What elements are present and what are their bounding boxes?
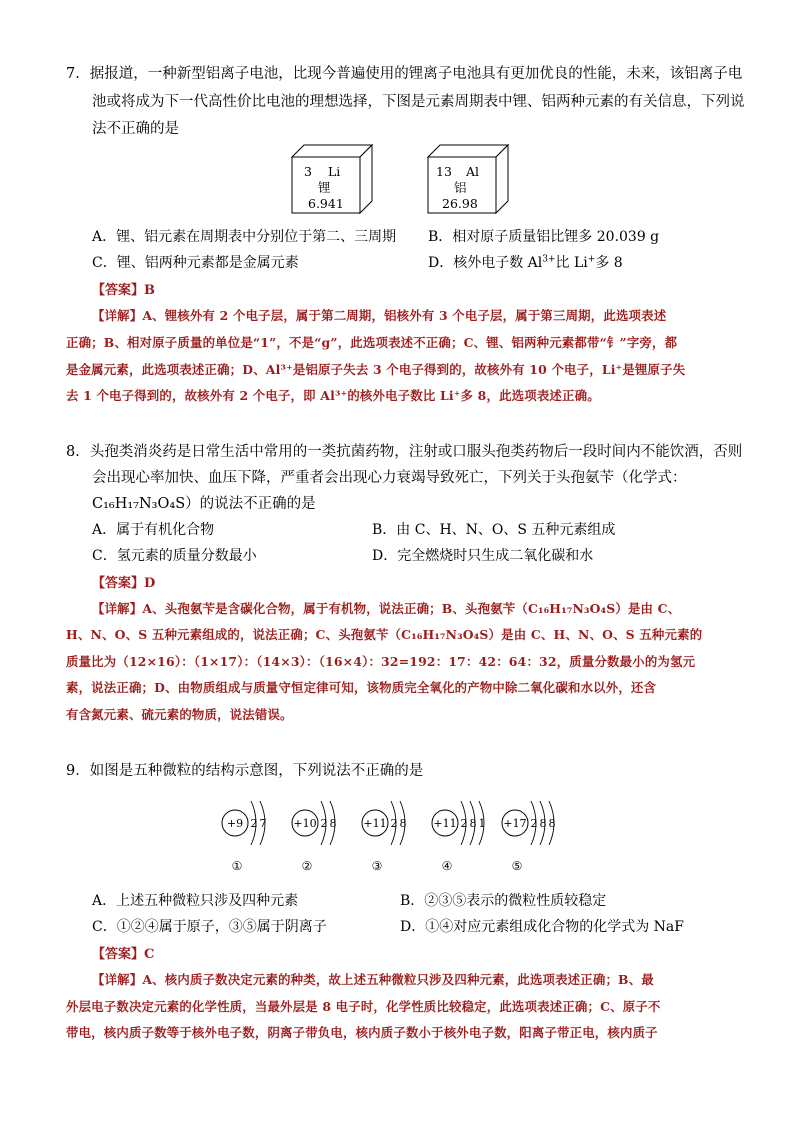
- particle-4: [432, 801, 486, 873]
- q9-option-a: A．上述五种微粒只涉及四种元素: [92, 893, 299, 909]
- q7-option-d-pre: D．核外电子数 Al: [428, 255, 543, 271]
- q8-stem-line-3: C₁₆H₁₇N₃O₄S）的说法不正确的是: [92, 496, 316, 512]
- shell-electron-count: 2: [320, 817, 328, 830]
- q7-stem-line-2: 池或将成为下一代高性价比电池的理想选择，下图是元素周期表中锂、铝两种元素的有关信息，下列说: [92, 94, 745, 110]
- q8-option-c: C．氢元素的质量分数最小: [92, 548, 257, 564]
- q9-option-d: D．①④对应元素组成化合物的化学式为 NaF: [400, 919, 684, 935]
- al-mass: 26.98: [442, 196, 478, 211]
- nucleus-charge: +9: [226, 817, 244, 830]
- q8-explanation-1: 【详解】A、头孢氨苄是含碳化合物，属于有机物，说法正确；B、头孢氨苄（C₁₆H₁₇N₃O₄S）是由 C、: [92, 601, 681, 616]
- shell-electron-count: 2: [530, 817, 538, 830]
- shell-electron-count: 8: [539, 817, 547, 830]
- q7-option-b: B．相对原子质量铝比锂多 20.039 g: [428, 229, 660, 245]
- q8-explanation-2: H、N、O、S 五种元素组成的，说法正确；C、头孢氨苄（C₁₆H₁₇N₃O₄S）是由 C、H、N、O、S 五种元素的: [66, 627, 703, 642]
- q7-option-c: C．锂、铝两种元素都是金属元素: [92, 255, 299, 271]
- q7-option-d-sup1: 3+: [542, 254, 556, 265]
- q7-option-d-post: 多 8: [595, 255, 623, 271]
- q8-option-d: D．完全燃烧时只生成二氧化碳和水: [372, 548, 594, 564]
- q7-explanation-2: 正确；B、相对原子质量的单位是“1”，不是“g”，此选项表述不正确；C、锂、铝两种元素都带“钅”字旁，都: [66, 335, 678, 350]
- nucleus-charge: +10: [293, 817, 317, 830]
- li-mass: 6.941: [308, 196, 344, 211]
- periodic-element-figure: [290, 143, 520, 216]
- q7-explanation-1: 【详解】A、锂核外有 2 个电子层，属于第二周期，铝核外有 3 个电子层，属于第三周期，此选项表述: [92, 308, 667, 323]
- shell-electron-count: 8: [469, 817, 477, 830]
- li-atomic-number: 3: [304, 164, 312, 179]
- shell-electron-count: 8: [329, 817, 337, 830]
- q7-explanation-3: 是金属元素，此选项表述正确；D、Al³⁺是铝原子失去 3 个电子得到的，故核外有 10 个电子，Li⁺是锂原子失: [66, 362, 686, 377]
- al-symbol: Al: [466, 164, 480, 179]
- shell-electron-count: 1: [478, 817, 486, 830]
- nucleus-charge: +11: [363, 817, 387, 830]
- particle-3: [362, 801, 407, 873]
- q7-stem-line-1: 7．据报道，一种新型铝离子电池，比现今普遍使用的锂离子电池具有更加优良的性能，未来，该铝离子电: [66, 66, 743, 82]
- q8-answer: 【答案】D: [92, 576, 156, 591]
- q8-option-a: A．属于有机化合物: [92, 522, 215, 538]
- q7-option-d-sup2: +: [587, 254, 596, 265]
- shell-electron-count: 8: [548, 817, 556, 830]
- q9-answer: 【答案】C: [92, 947, 155, 962]
- particle-label: ②: [301, 859, 313, 873]
- q9-explanation-1: 【详解】A、核内质子数决定元素的种类，故上述五种微粒只涉及四种元素，此选项表述正确；B、最: [92, 972, 654, 987]
- q9-explanation-3: 带电，核内质子数等于核外电子数，阴离子带负电，核内质子数小于核外电子数，阳离子带正电，核内质子: [66, 1025, 658, 1040]
- q9-option-c: C．①②④属于原子，③⑤属于阴离子: [92, 919, 327, 935]
- q7-answer: 【答案】B: [92, 283, 155, 298]
- q9-explanation-2: 外层电子数决定元素的化学性质，当最外层是 8 电子时，化学性质比较稳定，此选项表述正确；C、原子不: [66, 999, 661, 1014]
- nucleus-charge: +11: [433, 817, 457, 830]
- shell-electron-count: 2: [390, 817, 398, 830]
- shell-electron-count: 7: [259, 817, 267, 830]
- q7-option-d-mid: 比 Li: [555, 255, 588, 271]
- element-card-li: [292, 145, 372, 213]
- element-card-al: [428, 145, 508, 213]
- particle-label: ③: [371, 859, 383, 873]
- al-atomic-number: 13: [436, 164, 452, 179]
- q8-explanation-3: 质量比为（12×16）：（1×17）：（14×3）：（16×4）：32=192：17：42：64：32，质量分数最小的为氢元: [66, 654, 696, 669]
- q7-option-d: [428, 253, 623, 273]
- li-name: 锂: [318, 180, 331, 195]
- shell-electron-count: 8: [399, 817, 407, 830]
- q8-explanation-5: 有含氮元素、硫元素的物质，说法错误。: [66, 707, 293, 722]
- al-name: 铝: [454, 180, 467, 195]
- atomic-structure-diagram: [215, 790, 595, 880]
- q9-stem: 9．如图是五种微粒的结构示意图，下列说法不正确的是: [66, 763, 424, 779]
- particle-1: [222, 801, 267, 873]
- q9-option-b: B．②③⑤表示的微粒性质较稳定: [400, 893, 607, 909]
- q7-explanation-4: 去 1 个电子得到的，故核外有 2 个电子，即 Al³⁺的核外电子数比 Li⁺多 8，此选项表述正确。: [66, 388, 600, 403]
- shell-electron-count: 2: [250, 817, 258, 830]
- particle-label: ⑤: [511, 859, 523, 873]
- q7-option-a: A．锂、铝元素在周期表中分别位于第二、三周期: [92, 229, 397, 245]
- nucleus-charge: +17: [503, 817, 527, 830]
- q7-stem-line-3: 法不正确的是: [92, 121, 179, 137]
- particle-label: ④: [441, 859, 453, 873]
- q8-option-b: B．由 C、H、N、O、S 五种元素组成: [372, 522, 616, 538]
- particle-5: [502, 801, 556, 873]
- shell-electron-count: 2: [460, 817, 468, 830]
- q8-explanation-4: 素，说法正确；D、由物质组成与质量守恒定律可知，该物质完全氧化的产物中除二氧化碳和水以外，还含: [66, 680, 657, 695]
- q8-stem-line-2: 会出现心率加快、血压下降，严重者会出现心力衰竭导致死亡，下列关于头孢氨苄（化学式：: [92, 470, 687, 486]
- li-symbol: Li: [328, 164, 341, 179]
- particle-label: ①: [231, 859, 243, 873]
- particle-2: [292, 801, 337, 873]
- q8-stem-line-1: 8．头孢类消炎药是日常生活中常用的一类抗菌药物，注射或口服头孢类药物后一段时间内不能饮酒，否则: [66, 444, 743, 460]
